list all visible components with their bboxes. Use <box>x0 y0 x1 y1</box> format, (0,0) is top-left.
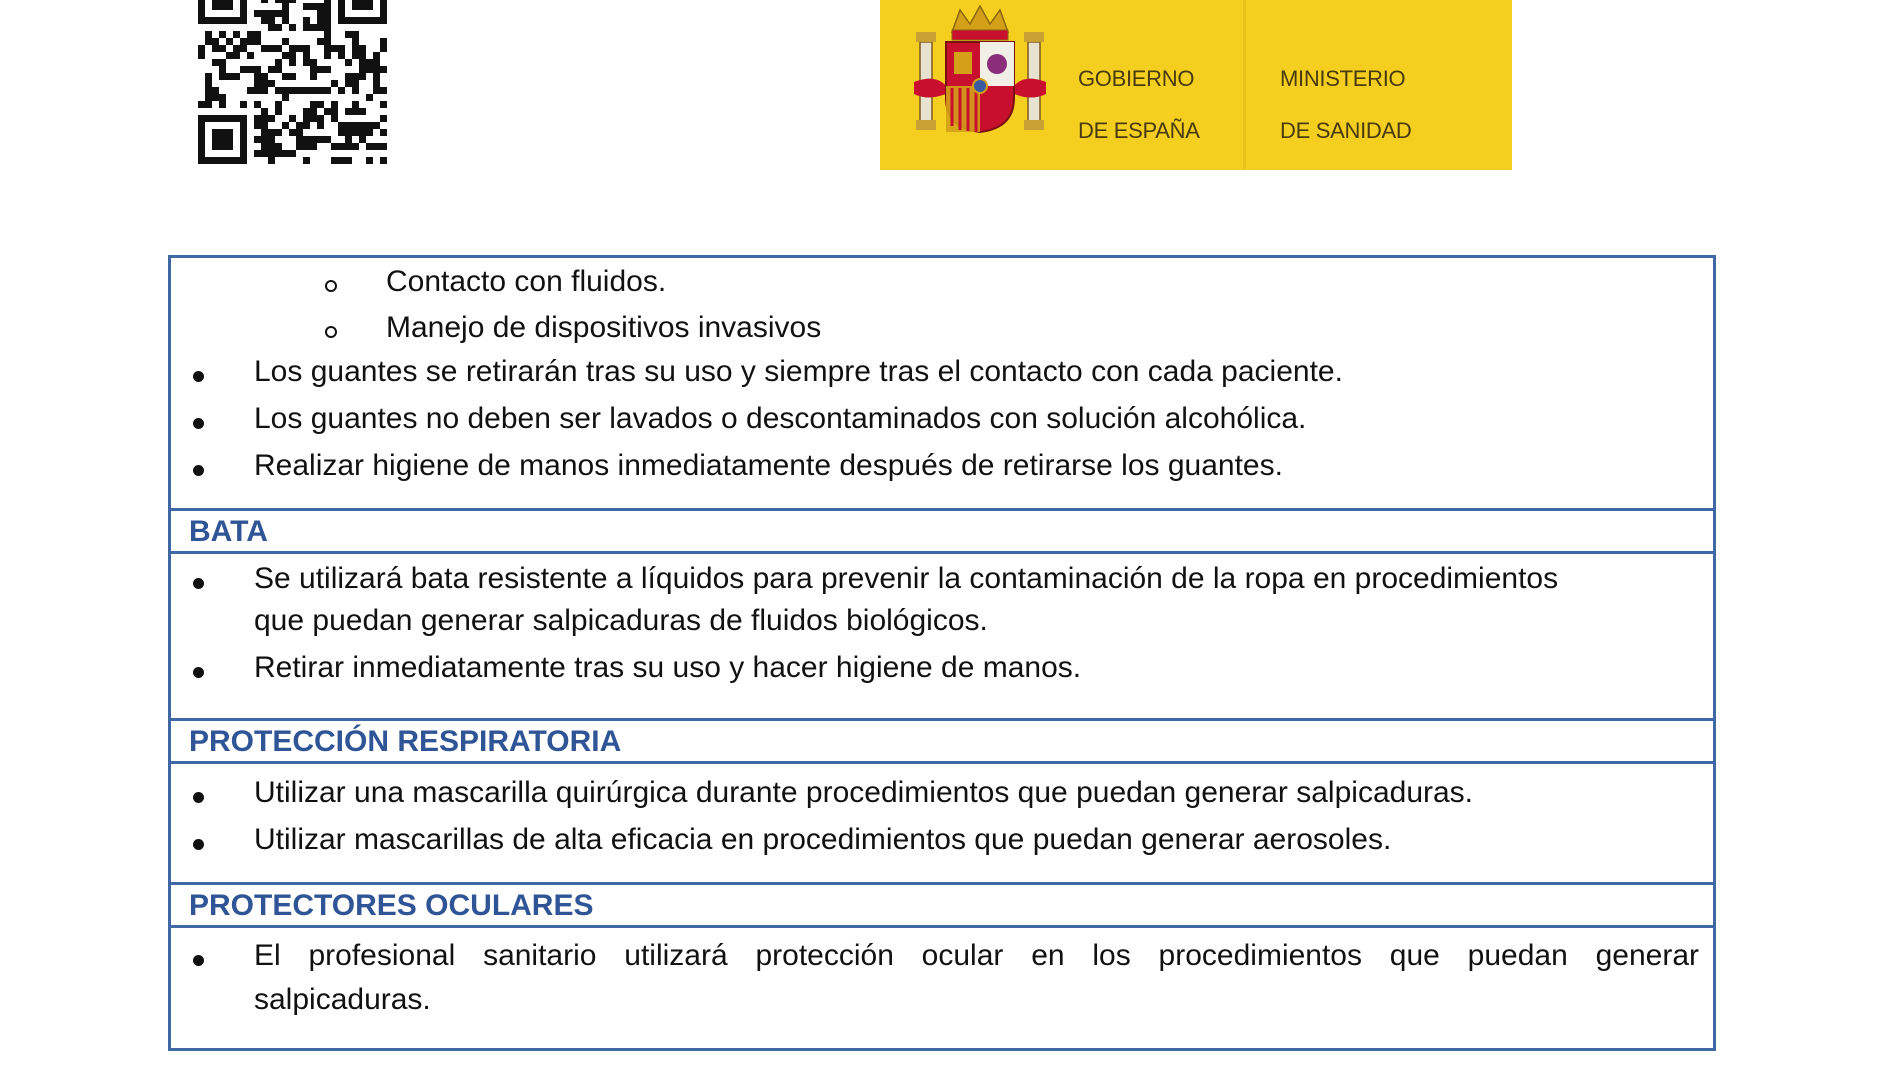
sub-bullet <box>325 326 337 338</box>
section-guantes <box>171 258 1713 508</box>
bullet <box>193 465 204 476</box>
section-respiratoria <box>171 764 1713 882</box>
list-item: El profesional sanitario utilizará protección ocular en los procedimientos que puedan generar <box>254 939 1699 972</box>
list-item: Realizar higiene de manos inmediatamente después de retirarse los guantes. <box>254 449 1283 482</box>
ministry-name: MINISTERIO DE SANIDAD <box>1280 66 1412 143</box>
list-item: Utilizar mascarillas de alta eficacia en procedimientos que puedan generar aerosoles. <box>254 823 1392 856</box>
bullet <box>193 371 204 382</box>
list-item: Los guantes no deben ser lavados o descontaminados con solución alcohólica. <box>254 402 1307 435</box>
content-table <box>168 255 1716 1051</box>
list-item-continuation: salpicaduras. <box>254 983 431 1016</box>
sub-bullet <box>325 280 337 292</box>
section-title: BATA <box>189 515 268 548</box>
bullet <box>193 792 204 803</box>
bullet <box>193 418 204 429</box>
bullet <box>193 839 204 850</box>
list-item: Contacto con fluidos. <box>386 265 667 298</box>
bullet <box>193 578 204 589</box>
section-title: PROTECCIÓN RESPIRATORIA <box>189 725 622 758</box>
list-item: Utilizar una mascarilla quirúrgica durante procedimientos que puedan generar salpicaduras. <box>254 776 1474 809</box>
coat-of-arms-icon <box>910 2 1050 134</box>
section-header-bata <box>171 508 1713 554</box>
list-item: Manejo de dispositivos invasivos <box>386 311 822 344</box>
list-item: Se utilizará bata resistente a líquidos para prevenir la contaminación de la ropa en procedimientos <box>254 562 1559 595</box>
list-item-continuation: que puedan generar salpicaduras de fluidos biológicos. <box>254 604 988 637</box>
government-banner <box>880 0 1512 170</box>
section-oculares <box>171 928 1713 1048</box>
list-item: Los guantes se retirarán tras su uso y siempre tras el contacto con cada paciente. <box>254 355 1343 388</box>
banner-divider <box>1243 0 1246 170</box>
bullet <box>193 667 204 678</box>
section-title: PROTECTORES OCULARES <box>189 889 594 922</box>
section-header-oculares <box>171 882 1713 928</box>
section-bata <box>171 554 1713 718</box>
qr-code-icon <box>198 0 388 165</box>
government-name: GOBIERNO DE ESPAÑA <box>1078 66 1200 143</box>
section-header-respiratoria <box>171 718 1713 764</box>
list-item: Retirar inmediatamente tras su uso y hacer higiene de manos. <box>254 651 1082 684</box>
bullet <box>193 955 204 966</box>
